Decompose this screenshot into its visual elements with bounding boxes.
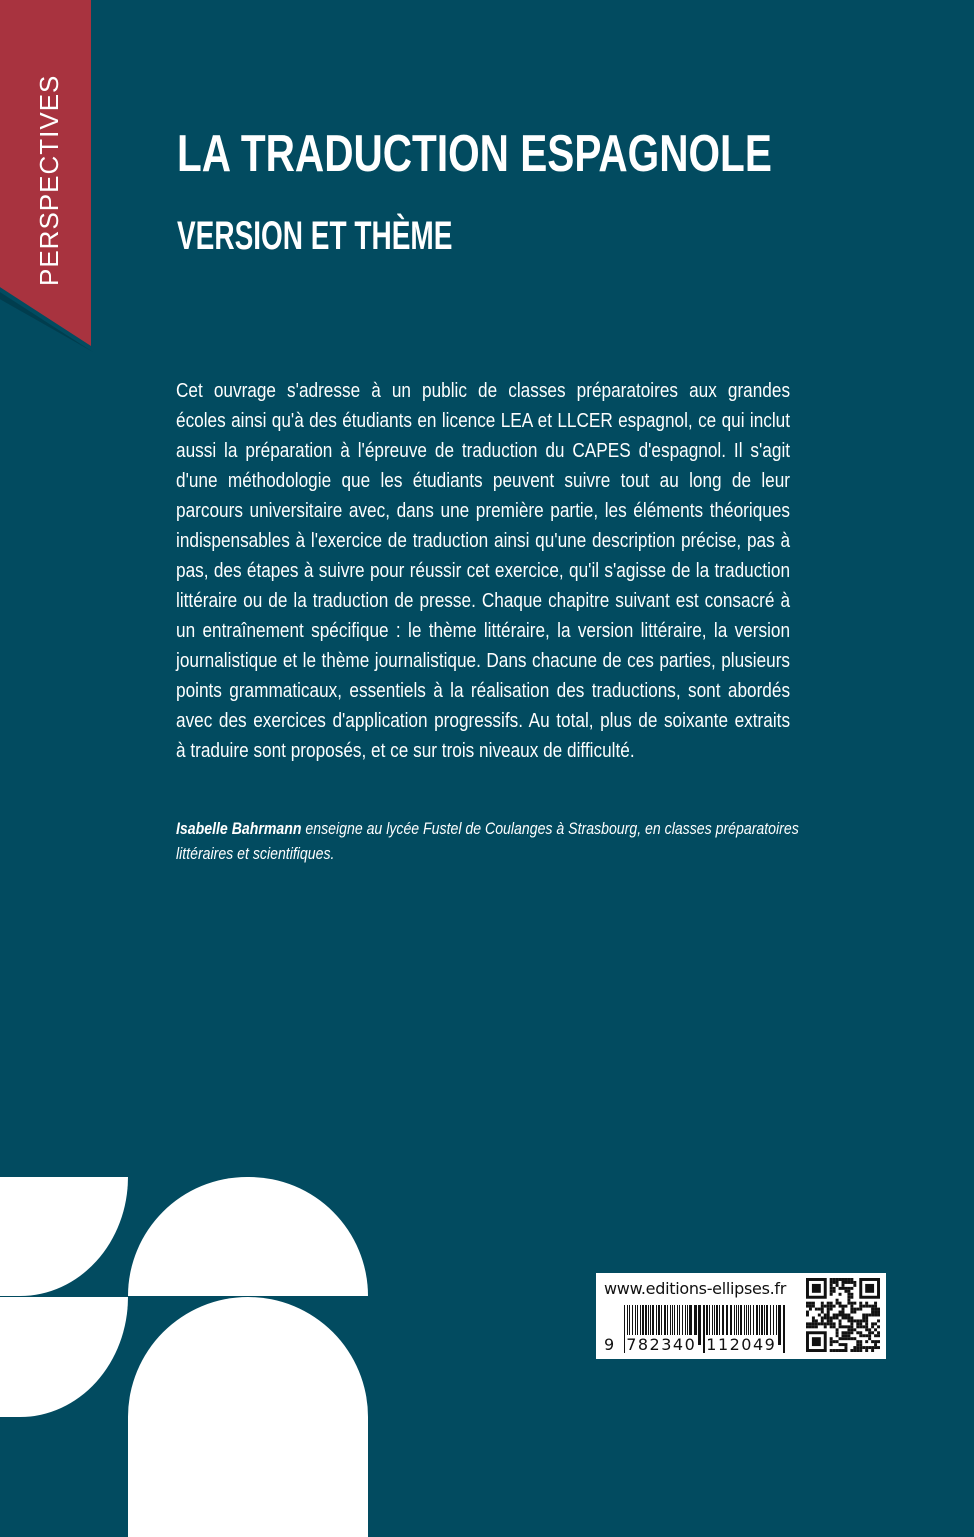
- decorative-semicircle: [128, 1297, 368, 1537]
- decorative-quarter-circle: [0, 1297, 128, 1417]
- description-line: parcours universitaire avec, dans une première partie, les éléments théoriques: [176, 500, 791, 522]
- description-line: Cet ouvrage s'adresse à un public de classes préparatoires aux grandes: [176, 380, 791, 402]
- description-line: journalistique et le thème journalistique. Dans chacune de ces parties, plusieurs: [176, 650, 791, 672]
- description-line: écoles ainsi qu'à des étudiants en licence LEA et LLCER espagnol, ce qui inclut: [176, 410, 791, 432]
- isbn-group2: 112049: [706, 1335, 777, 1354]
- barcode-box: [596, 1273, 886, 1359]
- decorative-quarter-circle: [0, 1177, 128, 1296]
- description-line: points grammaticaux, essentiels à la réalisation des traductions, sont abordés: [176, 680, 791, 702]
- barcode-bar: [779, 1305, 780, 1345]
- description-line: pas, des étapes à suivre pour réussir cet exercice, qu'il s'agisse de la traduction: [176, 560, 791, 582]
- author-bio-line: littéraires et scientifiques.: [176, 844, 335, 863]
- book-title: LA TRADUCTION ESPAGNOLE: [177, 125, 772, 183]
- description-line: un entraînement spécifique : le thème littéraire, la version littéraire, la version: [176, 620, 791, 642]
- description-line: à traduire sont proposés, et ce sur trois niveaux de difficulté.: [176, 740, 635, 762]
- series-label: PERSPECTIVES: [34, 74, 64, 286]
- description-line: aussi la préparation à l'épreuve de traduction du CAPES d'espagnol. Il s'agit: [176, 440, 791, 462]
- description-line: avec des exercices d'application progressifs. Au total, plus de soixante extraits: [176, 710, 791, 732]
- book-subtitle: VERSION ET THÈME: [177, 214, 453, 258]
- qr-code-icon: [806, 1278, 880, 1352]
- book-description: [176, 376, 790, 766]
- description-line: d'une méthodologie que les étudiants peuvent suivre tout au long de leur: [176, 470, 791, 492]
- author-bio-line: [176, 816, 799, 841]
- author-bio: [176, 816, 799, 866]
- barcode-bar: [783, 1305, 785, 1353]
- decorative-semicircle: [128, 1177, 368, 1296]
- barcode-bar: [778, 1305, 779, 1345]
- publisher-url: www.editions-ellipses.fr: [604, 1279, 787, 1298]
- isbn-group1: 782340: [626, 1335, 697, 1354]
- description-line: indispensables à l'exercice de traduction ainsi qu'une description précise, pas à: [176, 530, 791, 552]
- description-line: littéraire ou de la traduction de presse. Chaque chapitre suivant est consacré à: [176, 590, 791, 612]
- isbn-digits: [603, 1335, 777, 1354]
- author-name: Isabelle Bahrmann: [176, 819, 302, 838]
- isbn-first-digit: 9: [604, 1335, 615, 1354]
- author-bio-text: enseigne au lycée Fustel de Coulanges à Strasbourg, en classes préparatoires: [301, 819, 799, 838]
